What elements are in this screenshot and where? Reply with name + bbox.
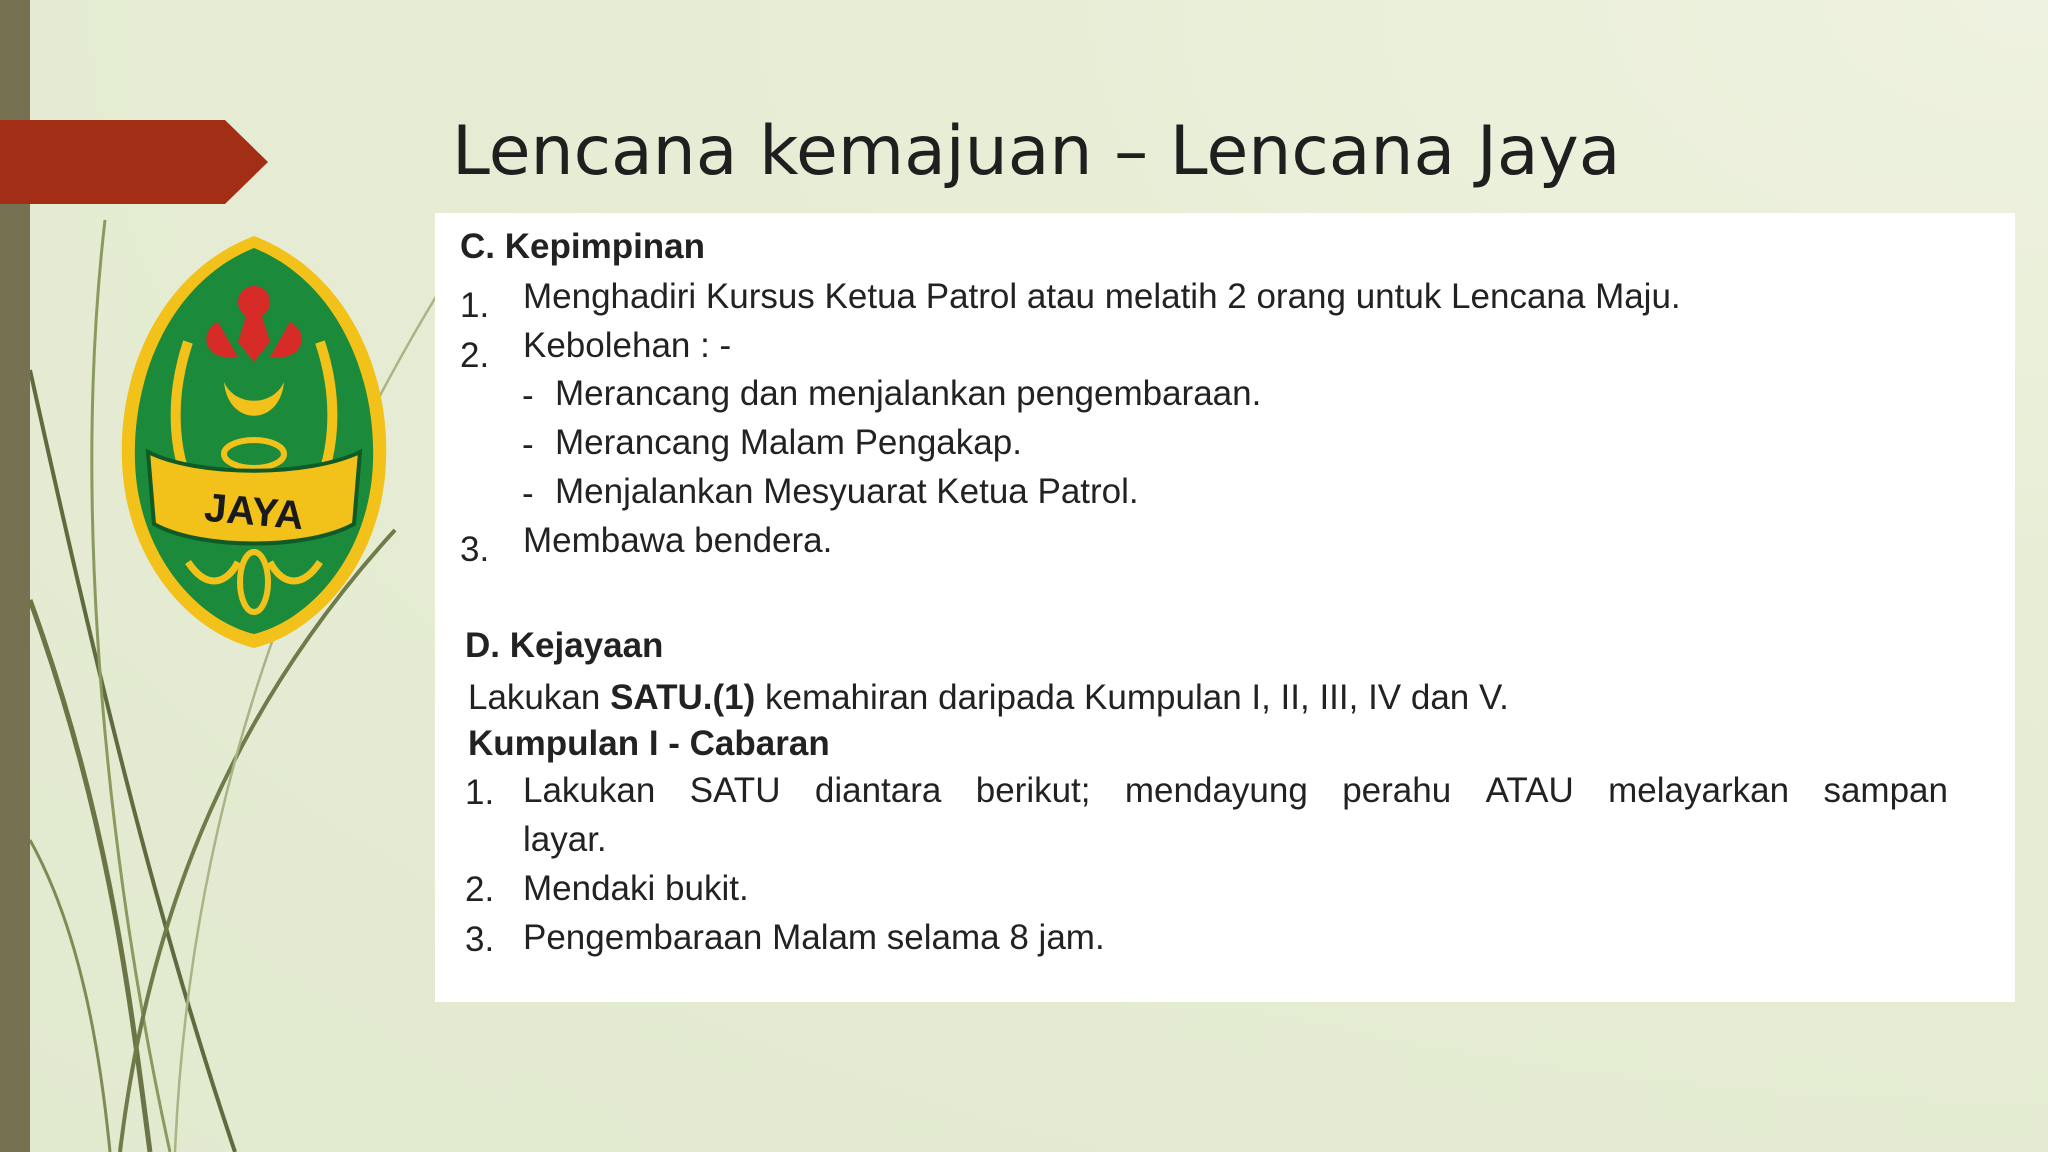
list-item-continuation: layar. <box>523 820 607 859</box>
badge-text: JAYA <box>202 485 306 539</box>
slide-title: Lencana kemajuan – Lencana Jaya <box>452 112 1621 191</box>
word: perahu <box>1342 771 1452 810</box>
jaya-badge-logo <box>118 232 390 652</box>
list-item: Membawa bendera. <box>523 521 833 560</box>
list-item-number: 3. <box>460 530 490 569</box>
section-d-heading: D. Kejayaan <box>465 626 664 665</box>
group-heading: Kumpulan I - Cabaran <box>468 724 830 763</box>
word: SATU <box>689 771 781 810</box>
word: melayarkan <box>1608 771 1790 810</box>
sub-item-dash: - <box>522 425 534 464</box>
intro-text: kemahiran daripada Kumpulan I, II, III, IV dan V. <box>755 678 1509 717</box>
section-c-heading: C. Kepimpinan <box>460 227 706 266</box>
list-item-number: 1. <box>460 286 490 325</box>
title-arrow-shape <box>0 120 268 204</box>
word: sampan <box>1823 771 1948 810</box>
intro-bold-text: SATU.(1) <box>610 678 756 717</box>
sub-item: Menjalankan Mesyuarat Ketua Patrol. <box>555 472 1139 511</box>
list-item-number: 1. <box>465 773 495 812</box>
sub-item: Merancang Malam Pengakap. <box>555 423 1022 462</box>
word: mendayung <box>1124 771 1308 810</box>
sub-item: Merancang dan menjalankan pengembaraan. <box>555 374 1262 413</box>
sub-item-dash: - <box>522 376 534 415</box>
list-item-number: 2. <box>465 870 495 909</box>
sub-item-dash: - <box>522 474 534 513</box>
list-item: Menghadiri Kursus Ketua Patrol atau melatih 2 orang untuk Lencana Maju. <box>523 277 1681 316</box>
word: berikut; <box>975 771 1091 810</box>
word: Lakukan <box>523 771 656 810</box>
list-item: Pengembaraan Malam selama 8 jam. <box>523 918 1105 957</box>
section-d-intro <box>468 678 1509 718</box>
list-item <box>523 771 1948 811</box>
list-item-number: 3. <box>465 920 495 959</box>
word: diantara <box>814 771 942 810</box>
list-item: Mendaki bukit. <box>523 869 749 908</box>
word: ATAU <box>1485 771 1574 810</box>
intro-text: Lakukan <box>468 678 611 717</box>
list-item-number: 2. <box>460 336 490 375</box>
list-item: Kebolehan : - <box>523 326 732 365</box>
